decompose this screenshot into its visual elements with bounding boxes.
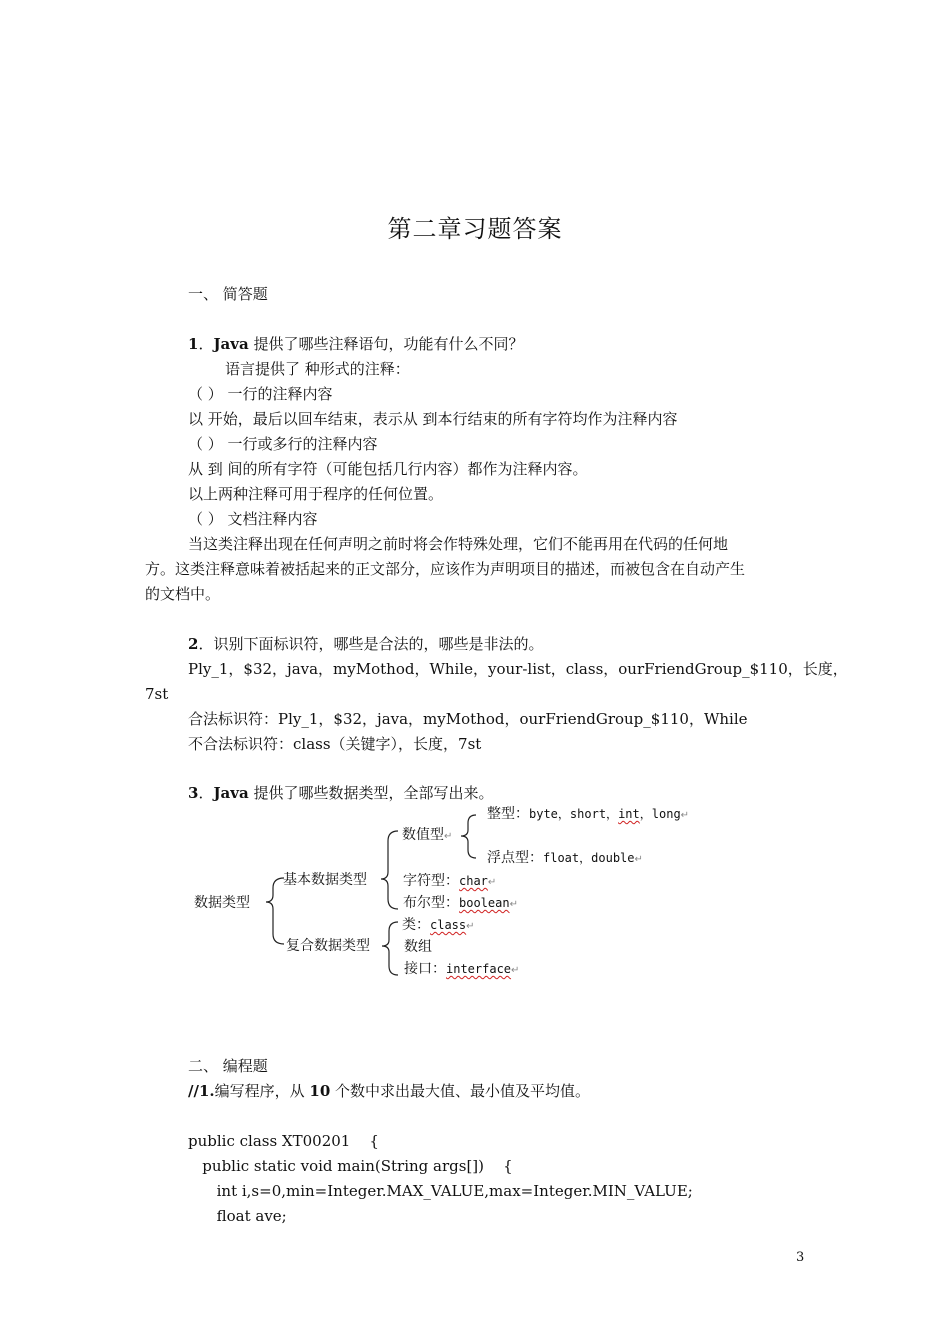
type-short: short: [569, 807, 607, 821]
type-long: long: [651, 807, 681, 821]
answer-line: 以上两种注释可用于程序的任何位置。: [188, 485, 444, 503]
tree-basic-types: 基本数据类型: [283, 872, 367, 888]
tree-char: 字符型：char↵: [403, 873, 497, 889]
paragraph-mark: ↵: [634, 854, 643, 865]
paragraph-mark: ↵: [487, 877, 497, 888]
type-interface: interface: [446, 962, 512, 976]
root-brace: [266, 878, 284, 944]
question-sep: ．: [198, 635, 214, 653]
tree-root: 数据类型: [194, 895, 250, 911]
tree-numeric: 数值型↵: [402, 827, 453, 843]
code-line: int i,s=0,min=Integer.MAX_VALUE,max=Integer.MIN_VALUE;: [188, 1182, 693, 1200]
tree-composite-types: 复合数据类型: [286, 938, 370, 954]
answer-line: 语言提供了 种形式的注释：: [225, 360, 410, 378]
code-line: public static void main(String args[]) {: [188, 1157, 513, 1175]
paragraph-mark: ↵: [511, 965, 520, 976]
question-sep: ．: [198, 335, 214, 353]
basic-brace: [381, 831, 398, 909]
answer-line: 的文档中。: [145, 585, 221, 603]
question-text: 识别下面标识符，哪些是合法的，哪些是非法的。: [213, 635, 544, 653]
type-char: char: [459, 874, 488, 888]
java-word: Java: [213, 335, 249, 353]
type-boolean: boolean: [459, 896, 510, 910]
tree-integer: 整型：byte，short，int，long↵: [487, 806, 690, 822]
tree-array: 数组: [404, 939, 432, 955]
paragraph-mark: ↵: [444, 831, 453, 842]
type-class: class: [430, 918, 467, 932]
type-float: float: [543, 851, 580, 865]
answer-line: （ ） 一行或多行的注释内容: [188, 435, 378, 453]
tree-boolean: 布尔型：boolean↵: [403, 895, 518, 911]
section-heading-programming: 二、 编程题: [188, 1057, 268, 1075]
question-text: 提供了哪些数据类型，全部写出来。: [253, 784, 494, 802]
answer-line: 当这类注释出现在任何声明之前时将会作特殊处理，它们不能再用在代码的任何地: [188, 535, 729, 553]
answer-line: 以 开始，最后以回车结束，表示从 到本行结束的所有字符均作为注释内容: [188, 410, 678, 428]
type-double: double: [591, 851, 635, 865]
type-byte: byte: [529, 807, 558, 821]
composite-brace: [382, 922, 398, 975]
question-number: 1: [188, 335, 199, 353]
question-number: 2: [188, 635, 199, 653]
question-number: 3: [188, 784, 199, 802]
legal-identifiers: 合法标识符：Ply_1，$32，java，myMothod，ourFriendGroup_$110，While: [188, 710, 748, 728]
paragraph-mark: ↵: [466, 921, 475, 932]
answer-line: 从 到 间的所有字符（可能包括几行内容）都作为注释内容。: [188, 460, 588, 478]
paragraph-mark: ↵: [680, 810, 690, 821]
tree-interface: 接口：interface↵: [404, 961, 520, 977]
question-text: 提供了哪些注释语句，功能有什么不同？: [253, 335, 524, 353]
type-int: int: [618, 807, 640, 821]
answer-line: （ ） 文档注释内容: [188, 510, 318, 528]
program-1-title: //1.编写程序，从 10 个数中求出最大值、最小值及平均值。: [188, 1082, 591, 1100]
identifier-list-cont: 7st: [145, 685, 169, 703]
code-line: public class XT00201 {: [188, 1132, 379, 1150]
java-word: Java: [213, 784, 249, 802]
code-line: float ave;: [188, 1207, 287, 1225]
answer-line: 方。这类注释意味着被括起来的正文部分，应该作为声明项目的描述，而被包含在自动产生: [145, 560, 746, 578]
illegal-identifiers: 不合法标识符：class（关键字），长度，7st: [188, 735, 482, 753]
page-title: 第二章习题答案: [387, 215, 563, 243]
tree-float: 浮点型：float，double↵: [487, 850, 643, 866]
paragraph-mark: ↵: [509, 899, 518, 910]
page-number: 3: [796, 1250, 805, 1265]
question-sep: ．: [198, 784, 214, 802]
section-heading-short-answer: 一、 简答题: [188, 285, 268, 303]
answer-line: （ ） 一行的注释内容: [188, 385, 333, 403]
identifier-list: Ply_1，$32，java，myMothod，While，your-list，class，ourFriendGroup_$110，长度，: [188, 660, 848, 678]
tree-class: 类：class↵: [402, 917, 475, 933]
numeric-brace: [461, 815, 476, 858]
